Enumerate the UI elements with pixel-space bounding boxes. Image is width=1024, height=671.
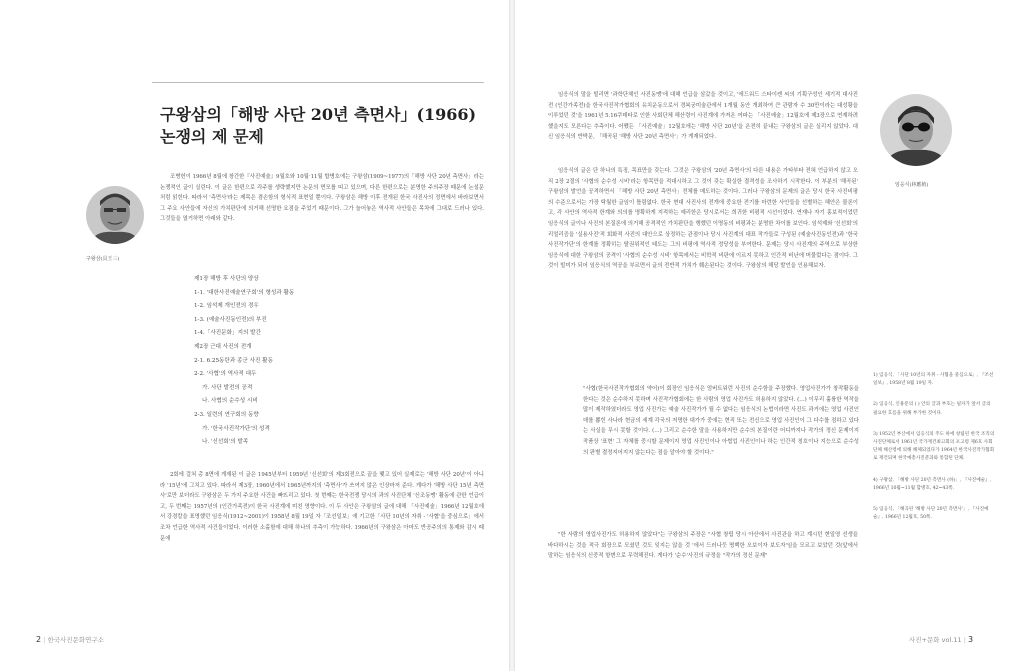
outline-item: 나. '신선회'의 발족 bbox=[202, 439, 249, 446]
second-paragraph-text: 2회에 걸쳐 총 8면에 게재된 이 글은 1945년부터 1959년 '신선회'의 제3회전으로 끝을 맺고 있어 실제로는 '해방 사단 20년'이 아니라 '15년'에 그치고 있다. 따라서 제3장, 1960년에서 1965년까지의 '측면사'가 쓰여지 않은 인상마저 준다. 게다가 '해방 사단 15년 측면사'로만 보더라도 구왕삼은 두 가지 주요한 사건을 빠뜨리고 있다. 첫 번째는 한국전쟁 당시의 과의 사진단체 '신조동맹' 활동에 관한 언급이고, 두 번째는 1957년의 (인간가족전)이 한국 사진계에 미친 영향이다. 이 두 사안은 구왕삼의 글에 대해 「사진예술」1966년 12월호에서 강경칼을 표명했던 임응식(1912~2001)이 1958년 8월 19일 자「조선일보」에 기고한「사단 10년의 자취 - '사협'을 중심으로」에서 조차 언급한 역사적 사건들이었다. 이러한 소홀함에 대해 하나의 추측이 가능하다. 1966년의 구왕삼은 아마도 반공주의의 통제와 감시 때문에 bbox=[160, 472, 484, 542]
title-rule bbox=[152, 82, 484, 83]
footnotes bbox=[873, 372, 995, 535]
left-page bbox=[0, 0, 509, 671]
outline-item: 2-3. 일련의 연구회의 동향 bbox=[194, 411, 259, 418]
folio-right: 사진+문화 vol.11 | 3 bbox=[909, 635, 974, 644]
outline-item: 나. 사협의 순수성 시비 bbox=[202, 398, 258, 405]
right-paragraph-2-text: 임응식의 글은 단 하나의 특징, 목표만을 갖는다. 그것은 구왕삼의 '20년 측면사'의 다른 내용은 가타부타 전혀 언급하지 않고 오직 2장 2절의 '사협의 순수성 시비'라는 항목만을 적대시하고 그 것이 갖는 확실한 결격성을 조사하기 시작한다. 이 부분의 '해곡된' 구왕삼의 발언을 공격하면서 「해방 사단 20년 측면사」전체를 매도하는 것이다. 그러나 구왕삼의 문제의 글은 당시 한국 사진비평의 수준으로서는 가장 탁월한 글임이 틀림없다. 한국 현대 사진사의 전개에 중요한 전기를 마련한 사안들을 선별하는 혜안은 물론이고, 각 사안의 역사적 한계와 의의를 명확하게 지적하는 예리한은 당시로서는 희귀한 비평적 시선이었다. 연재나 자기 홍보적이었던 임응식의 글이나 사진의 본질론에 의거해 공격적인 가치판단을 행했던 이명동의 비평과는 분명한 차이를 보인다. 임석제와 '신선회'의 리얼리즘을 '실용사진'적 회화적 사진의 대안으로 상정하는 관점이나 당시 사진계의 대표 작가들로 구성된 (예술사진동인전)과 '한국사진작가단'의 한계를 정확히는 탈권위적인 태도는 그의 비평에 역사적 정당성을 부여한다. 문제는 당시 사진계의 주역으로 부상한 임응식에 대한 구왕삼의 공격이 '사협의 순수성 시비' 항목에서는 비학적 비판에 이르지 못하고 인간적 비난에 머물렀다는 점이다. 그것이 빌미가 되어 임응식의 역공을 부르면서 글의 전반적 가치가 훼손된다는 것이다. 구왕삼의 해당 발언을 인용해보자. bbox=[548, 168, 858, 270]
portrait-caption-right: 임응식(林應植) bbox=[895, 182, 929, 188]
footnote: 3) 1952년 부산에서 임응식의 주도 하에 창립된 한국 조직의 사진단체로서 1961년 국가재건최고회의 포고령 제6호 사회단체 해산령에 의해 해체되었다가 1964년 한국사진작가협회로 재건되며 한국예총사진분과와 통합된 단체. bbox=[873, 431, 995, 462]
article-outline bbox=[194, 273, 354, 450]
right-paragraph-1-text: 임응식의 말을 빌리면 '과학단체인 사진동맹'에 대해 언급을 삼갔을 것이고, '에드워드 스타이켄 씨의 기획구성인 세기적 대사진전 (인간가족전)을 한국사진작가협회의 유치운동으로서 경복궁미술관에서 1개월 동안 개최하여 큰 관람자 수 30만이라는 대성황을 이루었던 것'을 1961년 5.16쿠데타로 인한 사회단체 해산령이 사진계에 가져온 여파는 「사진예술」12월호에 제3장으로 연재하려 했을지도 모른다는 추측이다. 어쨌든 「사진예술」12월호에는 '해방 사단 20년'을 온전히 끝내는 구왕삼의 글은 실리지 않았다. 대신 임응식의 반박문, 「해곡된 '해방 사단 20년 측면사'」가 게재되었다. bbox=[548, 92, 858, 141]
footnote: 5) 임응식, 「해곡된 '해방 사단 20년 측면사'」, 『사진예술』, 1966년 12월호, 50쪽. bbox=[873, 507, 989, 521]
portrait-lim-eungsik bbox=[880, 94, 952, 166]
folio-label-right: 사진+문화 vol.11 bbox=[909, 636, 962, 644]
outline-item: 제1장 해방 후 사단의 양상 bbox=[194, 276, 259, 282]
folio-left: 2 | 한국사진문화연구소 bbox=[36, 635, 104, 644]
right-paragraph-1 bbox=[548, 90, 858, 143]
intro-paragraph-text: 조병헌이 1966년 8월에 창간한『사진예술』9월호와 10월·11월 합병호에는 구왕삼(1909~1977)의「해방 사단 20년 측면사」라는 논쟁적인 글이 실린다. 이 글은 한편으로 각주를 생략했지만 논문의 면모를 띠고 있으며, 다른 한편으로는 분명한 주의주장 때문에 논설문처럼 읽힌다. 따라서 '측면사'라는 제목은 겸손함의 형식적 표현일 뿐이다. 구왕삼은 해방 이후 전개된 한국 사진사의 정면에서 바라보면서 그 주요 사안들에 자신의 가치판단에 의거해 선명한 요점을 주었기 때문이다. 그가 늘어놓은 역사적 사안들은 목차에 그대로 드러나 있다. 그것들을 열거하면 아래와 같다. bbox=[160, 174, 484, 223]
outline-item: 1-2. 임석제 개인전의 경우 bbox=[194, 303, 259, 310]
outline-item: 1-1. '대한사진예술연구회'의 형성과 활동 bbox=[194, 289, 295, 296]
portrait-caption-left: 구왕삼(具王三) bbox=[86, 256, 120, 262]
outline-item: 가. '한국사진작가단'의 성격 bbox=[202, 425, 270, 432]
right-paragraph-2 bbox=[548, 166, 858, 272]
outline-item: 2-2. '사협'의 역사적 대두 bbox=[194, 371, 257, 378]
right-paragraph-3-text: "한 사람의 영업사진가도 허용하지 않았다"는 구왕삼의 주장은 "사협 창립 당시 아산에서 사진관을 하고 계시던 현일영 선생을 바다하시는 것을 적극 회장으로 모셨던 것도 잊지는 않을 것 '에서 드러나듯 명백한 오보이자 보도자'임을 모르고 보았던 것(앞에서 말하는 임응식의 신중적 항변으로 무력해진다. 게다가 '순수'사진의 규정을 "작가의 정신 문제" bbox=[548, 532, 858, 560]
footnote: 1) 임응식, 「사단 10년의 자취 - 사협을 중심으로」, 『조선일보』, 1958년 8월 19일 자. bbox=[873, 373, 994, 387]
outline-item: 1-3. (예술사진동인전)의 부진 bbox=[194, 316, 267, 323]
outline-item: 1-4.「사진문화」지의 발간 bbox=[194, 330, 261, 337]
outline-item: 가. 사단 발전의 공적 bbox=[202, 384, 253, 391]
second-paragraph bbox=[160, 470, 484, 544]
outline-item: 2-1. 6.25동란과 종군 사진 활동 bbox=[194, 357, 273, 364]
page-number-right: 3 bbox=[967, 635, 974, 644]
article-title: 구왕삼의「해방 사단 20년 측면사」(1966) 논쟁의 제 문제 bbox=[160, 105, 477, 146]
portrait-gu-wangsam bbox=[86, 186, 144, 244]
page-number-left: 2 bbox=[36, 635, 42, 644]
outline-item: 제2장 근대 사진의 전개 bbox=[194, 343, 252, 350]
intro-paragraph bbox=[160, 172, 484, 225]
footnote: 2) 임응식, 인용문의 ( ) 안의 글과 부호는 필자가 앞서 글의 필요한 흐름을 위해 부가한 것이다. bbox=[873, 402, 991, 416]
footnote: 4) 구왕삼, 「해방 사단 20년 측면사 (하)」, 『사진예술』, 1966년 10월~11월 합병호, 42~43쪽. bbox=[873, 477, 992, 491]
right-paragraph-3 bbox=[548, 530, 858, 562]
right-page bbox=[515, 0, 1024, 671]
folio-label-left: 한국사진문화연구소 bbox=[47, 636, 104, 644]
block-quote: "사협(한국사진작가협회의 약어)이 회장인 임응식은 엄버트워런 사진의 순수함을 주장했다. 영업사진가가 창작활동을 한다는 것은 순수하지 못하며 사진작가협회에는 한 사람의 영업 사진가도 허용하지 않았다. (…) 이무리 훌륭한 역작을 많이 제작하였더라도 영업 사진가는 예술 사진작가가 될 수 없다는 임응식의 논법이라면 사진도 과거에는 영업 사진인데를 뽑힌 사나라 현금의 세계 각국의 저명한 대가가 중에는 현직 또는 전신으로 영업 사진인이 그 다수를 점하고 있다는 사실을 무시 못할 것이다. (…) 그리고 순수한 말을 사용하지만 순수의 본질이란 어디까지나 작가의 정신 문제이지 작품상 '표현' 그 자체를 중시할 문제이지 영업 사진인이나 아썹업 사진인이나 하는 인간적 칭호이나 지능으로 순수성의 판별 결정지어지지 않는다는 점을 알아야 할 것이다." bbox=[583, 386, 859, 456]
